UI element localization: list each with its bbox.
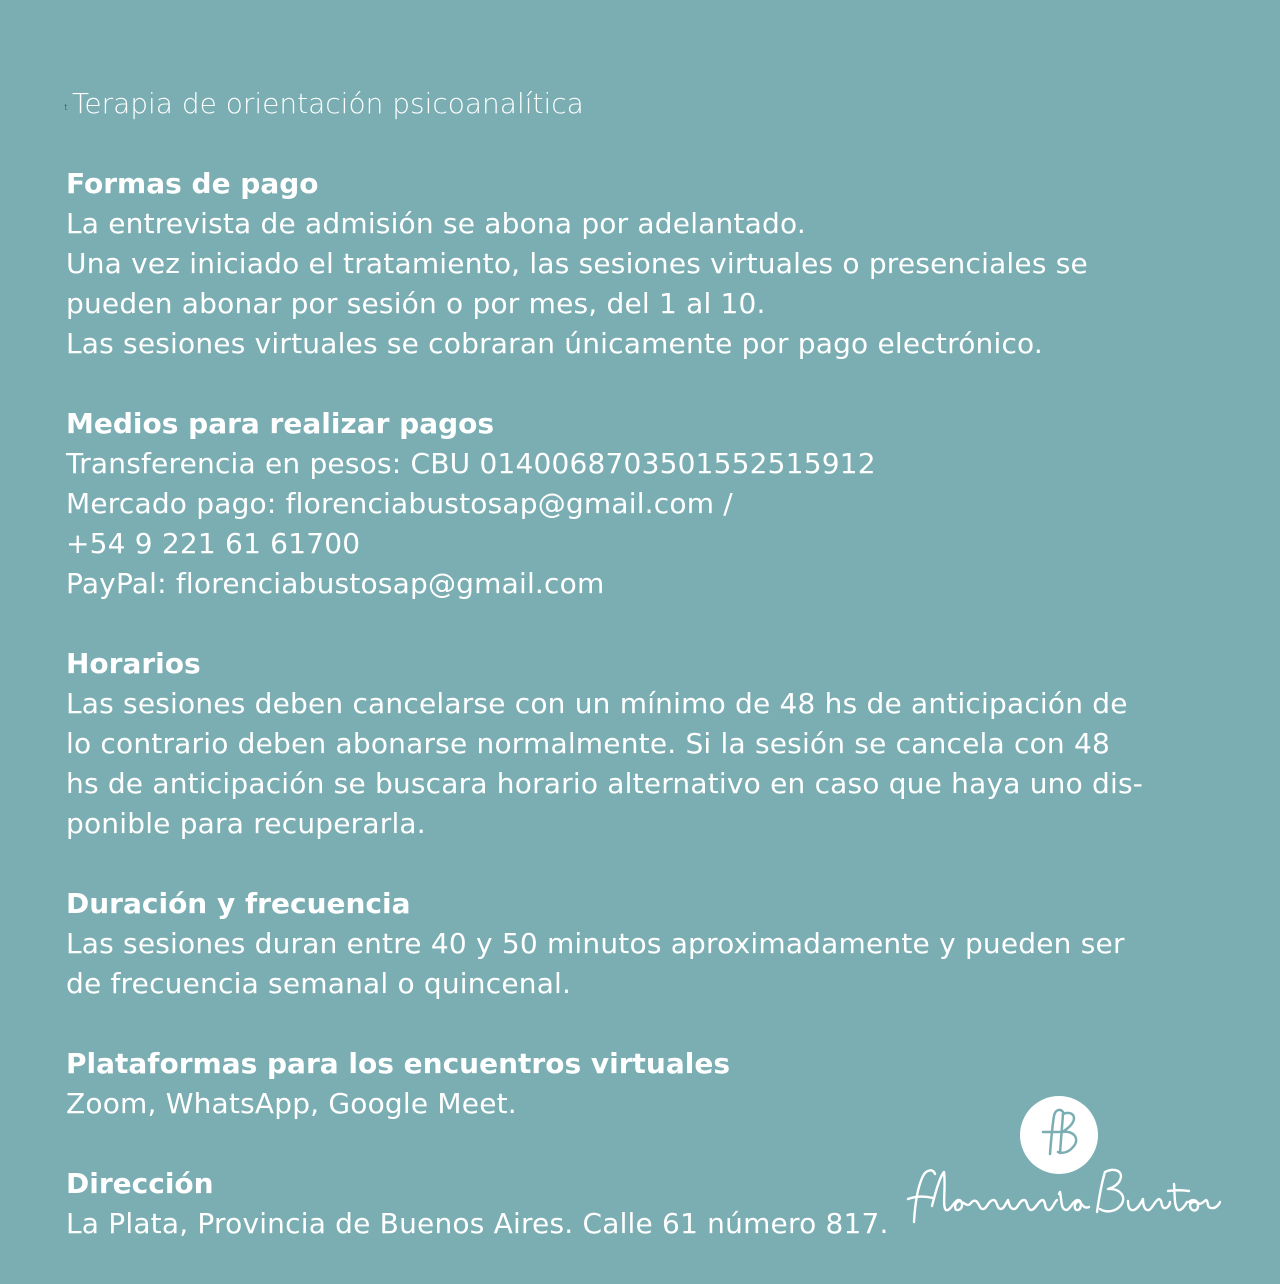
section-line: de frecuencia semanal o quincenal. xyxy=(66,967,572,1000)
section-line: Zoom, WhatsApp, Google Meet. xyxy=(66,1087,517,1120)
phone-line: +54 9 221 61 61700 xyxy=(66,527,361,560)
tiny-mark: t xyxy=(64,103,68,113)
section-heading: Dirección xyxy=(66,1167,214,1200)
section-horarios xyxy=(66,644,1226,844)
section-medios-de-pago xyxy=(66,404,1226,604)
florencia-bustos-logo xyxy=(898,1090,1238,1240)
intro-title: Terapia de orientación psicoanalítica xyxy=(72,87,584,120)
section-heading: Medios para realizar pagos xyxy=(66,407,495,440)
section-heading: Formas de pago xyxy=(66,167,319,200)
mercado-pago-line: Mercado pago: florenciabustosap@gmail.com / xyxy=(66,487,733,520)
section-heading: Duración y frecuencia xyxy=(66,887,411,920)
section-line: La entrevista de admisión se abona por adelantado. xyxy=(66,207,806,240)
section-line: Las sesiones duran entre 40 y 50 minutos aproximadamente y pueden ser xyxy=(66,927,1125,960)
florencia-bustos-signature xyxy=(898,1156,1238,1240)
section-heading: Horarios xyxy=(66,647,201,680)
section-duracion xyxy=(66,884,1226,1004)
section-heading: Plataformas para los encuentros virtuales xyxy=(66,1047,730,1080)
section-formas-de-pago xyxy=(66,164,1226,364)
section-line: Las sesiones virtuales se cobraran únicamente por pago electrónico. xyxy=(66,327,1043,360)
section-line: hs de anticipación se buscara horario alternativo en caso que haya uno dis- xyxy=(66,767,1144,800)
section-line: Una vez iniciado el tratamiento, las sesiones virtuales o presenciales se xyxy=(66,247,1088,280)
intro xyxy=(66,84,1226,124)
section-line: Las sesiones deben cancelarse con un mínimo de 48 hs de anticipación de xyxy=(66,687,1128,720)
paypal-line: PayPal: florenciabustosap@gmail.com xyxy=(66,567,605,600)
section-line: ponible para recuperarla. xyxy=(66,807,426,840)
section-line: lo contrario deben abonarse normalmente. Si la sesión se cancela con 48 xyxy=(66,727,1110,760)
section-line: pueden abonar por sesión o por mes, del 1 al 10. xyxy=(66,287,766,320)
address-line: La Plata, Provincia de Buenos Aires. Calle 61 número 817. xyxy=(66,1207,889,1240)
cbu-line: Transferencia en pesos: CBU 0140068703501552515912 xyxy=(66,447,876,480)
